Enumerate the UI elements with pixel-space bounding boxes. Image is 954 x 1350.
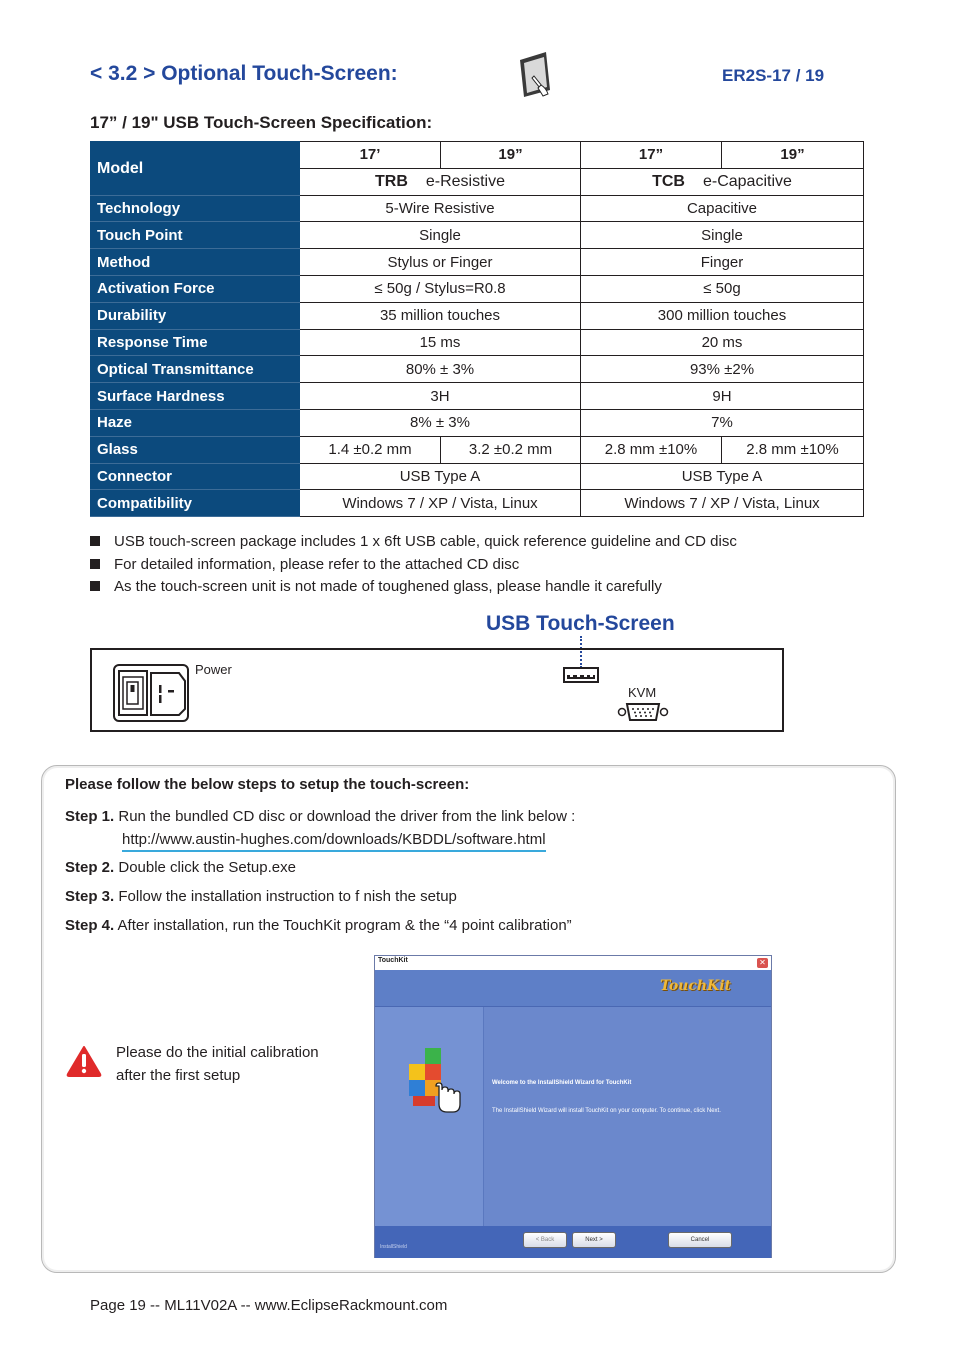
tcb-value: Capacitive <box>581 195 864 222</box>
row-label: Touch Point <box>91 222 300 249</box>
warning-line: after the first setup <box>116 1067 241 1084</box>
row-label: Glass <box>91 436 300 463</box>
list-item <box>90 532 737 555</box>
trb-value: Single <box>300 222 581 249</box>
page-title: < 3.2 > Optional Touch-Screen: <box>90 62 398 85</box>
size-17-tcb: 17” <box>581 142 722 169</box>
tcb-value: Single <box>581 222 864 249</box>
page-footer: Page 19 -- ML11V02A -- www.EclipseRackmount.com <box>90 1297 448 1314</box>
glass-tcb-19: 2.8 mm ±10% <box>722 436 864 463</box>
step-label: Step 1. <box>65 808 115 825</box>
tcb-value: Windows 7 / XP / Vista, Linux <box>581 490 864 517</box>
table-row <box>91 490 864 517</box>
glass-trb-17: 1.4 ±0.2 mm <box>300 436 441 463</box>
vga-port-icon <box>617 701 669 723</box>
tcb-code: TCB <box>652 173 685 191</box>
tcb-value: 9H <box>581 383 864 410</box>
touchkit-logo: TouchKit <box>660 978 731 994</box>
installer-footer <box>375 1226 771 1258</box>
row-label: Optical Transmittance <box>91 356 300 383</box>
trb-value: 80% ± 3% <box>300 356 581 383</box>
note-text: For detailed information, please refer to the attached CD disc <box>114 555 520 573</box>
power-label: Power <box>195 662 232 677</box>
table-row <box>91 302 864 329</box>
row-label: Compatibility <box>91 490 300 517</box>
step-label: Step 4. <box>65 917 115 934</box>
glass-tcb-17: 2.8 mm ±10% <box>581 436 722 463</box>
model-label: Model <box>91 142 300 196</box>
size-17-trb: 17’ <box>300 142 441 169</box>
installer-content-panel <box>484 1007 771 1226</box>
bullet-square-icon <box>90 559 100 569</box>
table-row <box>91 142 864 169</box>
step-label: Step 3. <box>65 888 115 905</box>
step-text: Follow the installation instruction to f nish the setup <box>118 888 457 905</box>
table-row <box>91 463 864 490</box>
warning-text <box>116 1041 319 1087</box>
list-item <box>90 555 737 578</box>
row-label: Method <box>91 249 300 276</box>
row-label: Response Time <box>91 329 300 356</box>
row-label: Activation Force <box>91 275 300 302</box>
row-label: Connector <box>91 463 300 490</box>
trb-value: 3H <box>300 383 581 410</box>
step-label: Step 2. <box>65 859 115 876</box>
close-icon[interactable]: ✕ <box>757 958 768 968</box>
power-socket-icon <box>113 664 189 722</box>
next-button[interactable]: Next > <box>572 1232 616 1248</box>
step-text: After installation, run the TouchKit program & the “4 point calibration” <box>117 917 572 934</box>
trb-value: ≤ 50g / Stylus=R0.8 <box>300 275 581 302</box>
trb-value: 35 million touches <box>300 302 581 329</box>
usb-port-icon <box>563 667 599 683</box>
installer-side-panel <box>375 1007 484 1226</box>
driver-download-link[interactable]: http://www.austin-hughes.com/downloads/KBDDL/software.html <box>122 831 546 852</box>
touch-screen-icon <box>516 50 556 98</box>
note-text: As the touch-screen unit is not made of toughened glass, please handle it carefully <box>114 578 662 595</box>
table-row <box>91 383 864 410</box>
tcb-model-cell <box>581 168 864 195</box>
installer-description: The InstallShield Wizard will install TouchKit on your computer. To continue, click Next. <box>492 1108 721 1114</box>
table-row <box>91 436 864 463</box>
tcb-value: 20 ms <box>581 329 864 356</box>
step-4 <box>65 917 572 934</box>
step-3 <box>65 888 457 905</box>
installer-welcome: Welcome to the InstallShield Wizard for TouchKit <box>492 1080 632 1086</box>
back-button[interactable]: < Back <box>523 1232 567 1248</box>
tcb-value: 7% <box>581 409 864 436</box>
table-row <box>91 409 864 436</box>
rear-panel-diagram <box>90 648 784 732</box>
setup-intro: Please follow the below steps to setup the touch-screen: <box>65 776 470 793</box>
step-text: Double click the Setup.exe <box>118 859 296 876</box>
row-label: Haze <box>91 409 300 436</box>
warning-icon <box>66 1045 102 1077</box>
trb-value: Windows 7 / XP / Vista, Linux <box>300 490 581 517</box>
trb-value: 8% ± 3% <box>300 409 581 436</box>
installer-title: TouchKit <box>378 957 408 964</box>
tcb-value: Finger <box>581 249 864 276</box>
tcb-value: 93% ±2% <box>581 356 864 383</box>
size-19-trb: 19” <box>441 142 581 169</box>
cancel-button[interactable]: Cancel <box>668 1232 732 1248</box>
table-row <box>91 275 864 302</box>
trb-model-cell <box>300 168 581 195</box>
size-19-tcb: 19” <box>722 142 864 169</box>
table-row <box>91 222 864 249</box>
installer-icon <box>403 1046 463 1116</box>
glass-trb-19: 3.2 ±0.2 mm <box>441 436 581 463</box>
trb-value: USB Type A <box>300 463 581 490</box>
row-label: Surface Hardness <box>91 383 300 410</box>
warning-line: Please do the initial calibration <box>116 1044 319 1061</box>
row-label: Durability <box>91 302 300 329</box>
bullet-square-icon <box>90 536 100 546</box>
step-2 <box>65 859 296 876</box>
installshield-label: InstallShield <box>380 1244 407 1250</box>
trb-type: e-Resistive <box>425 173 506 191</box>
spec-title: 17” / 19" USB Touch-Screen Specification: <box>90 113 433 132</box>
table-row <box>91 329 864 356</box>
spec-table <box>90 141 864 517</box>
table-row <box>91 249 864 276</box>
installer-title-bar <box>375 956 771 971</box>
kvm-label: KVM <box>628 685 657 700</box>
step-text: Run the bundled CD disc or download the driver from the link below : <box>118 808 576 825</box>
table-row <box>91 356 864 383</box>
list-item <box>90 577 737 600</box>
tcb-value: USB Type A <box>581 463 864 490</box>
table-row <box>91 195 864 222</box>
notes-list <box>90 532 737 600</box>
bullet-square-icon <box>90 581 100 591</box>
trb-value: 5-Wire Resistive <box>300 195 581 222</box>
tcb-value: ≤ 50g <box>581 275 864 302</box>
note-text: USB touch-screen package includes 1 x 6ft USB cable, quick reference guideline and CD disc <box>114 533 737 550</box>
tcb-type: e-Capacitive <box>702 173 792 191</box>
installer-window <box>374 955 772 1258</box>
row-label: Technology <box>91 195 300 222</box>
trb-code: TRB <box>374 173 408 191</box>
step-1 <box>65 808 575 825</box>
tcb-value: 300 million touches <box>581 302 864 329</box>
trb-value: 15 ms <box>300 329 581 356</box>
trb-value: Stylus or Finger <box>300 249 581 276</box>
model-code: ER2S-17 / 19 <box>722 66 825 85</box>
usb-touch-screen-title: USB Touch-Screen <box>486 612 675 635</box>
